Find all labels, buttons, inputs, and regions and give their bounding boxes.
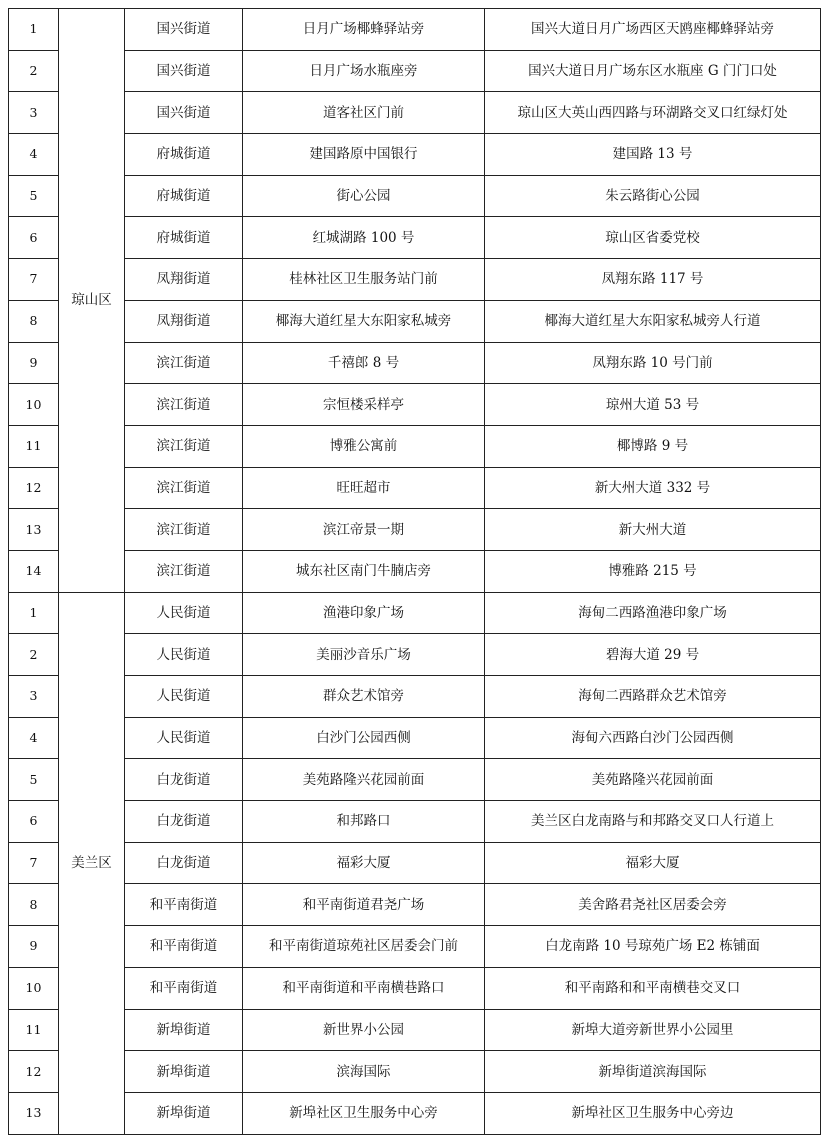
table-row	[9, 467, 821, 509]
row-number: 8	[9, 884, 59, 926]
row-number: 10	[9, 967, 59, 1009]
row-number: 12	[9, 467, 59, 509]
street-name: 府城街道	[125, 217, 243, 259]
street-name: 国兴街道	[125, 50, 243, 92]
site-name: 和平南街道琼苑社区居委会门前	[243, 926, 485, 968]
street-name: 和平南街道	[125, 967, 243, 1009]
site-address: 博雅路 215 号	[485, 550, 821, 592]
row-number: 7	[9, 842, 59, 884]
row-number: 9	[9, 342, 59, 384]
table-row	[9, 217, 821, 259]
street-name: 新埠街道	[125, 1092, 243, 1134]
row-number: 8	[9, 300, 59, 342]
table-row	[9, 717, 821, 759]
site-address: 琼山区大英山西四路与环湖路交叉口红绿灯处	[485, 92, 821, 134]
street-name: 新埠街道	[125, 1009, 243, 1051]
table-row	[9, 759, 821, 801]
site-address: 琼山区省委党校	[485, 217, 821, 259]
street-name: 滨江街道	[125, 425, 243, 467]
site-name: 椰海大道红星大东阳家私城旁	[243, 300, 485, 342]
table-row	[9, 842, 821, 884]
street-name: 府城街道	[125, 134, 243, 176]
site-address: 建国路 13 号	[485, 134, 821, 176]
site-address: 朱云路街心公园	[485, 175, 821, 217]
site-name: 福彩大厦	[243, 842, 485, 884]
table-row	[9, 1009, 821, 1051]
row-number: 6	[9, 217, 59, 259]
site-name: 群众艺术馆旁	[243, 676, 485, 718]
site-address: 和平南路和和平南横巷交叉口	[485, 967, 821, 1009]
site-address: 新埠街道滨海国际	[485, 1051, 821, 1093]
table-row	[9, 9, 821, 51]
table-body	[9, 9, 821, 1135]
street-name: 白龙街道	[125, 759, 243, 801]
street-name: 人民街道	[125, 717, 243, 759]
site-name: 新埠社区卫生服务中心旁	[243, 1092, 485, 1134]
table-row	[9, 592, 821, 634]
site-name: 道客社区门前	[243, 92, 485, 134]
site-name: 滨江帝景一期	[243, 509, 485, 551]
table-row	[9, 134, 821, 176]
table-row	[9, 1051, 821, 1093]
site-address: 美舍路君尧社区居委会旁	[485, 884, 821, 926]
table-row	[9, 967, 821, 1009]
site-name: 滨海国际	[243, 1051, 485, 1093]
site-name: 白沙门公园西侧	[243, 717, 485, 759]
site-name: 新世界小公园	[243, 1009, 485, 1051]
row-number: 10	[9, 384, 59, 426]
site-name: 城东社区南门牛腩店旁	[243, 550, 485, 592]
street-name: 白龙街道	[125, 842, 243, 884]
site-address: 凤翔东路 10 号门前	[485, 342, 821, 384]
site-name: 美丽沙音乐广场	[243, 634, 485, 676]
table-row	[9, 676, 821, 718]
site-address: 琼州大道 53 号	[485, 384, 821, 426]
row-number: 7	[9, 259, 59, 301]
table-row	[9, 92, 821, 134]
site-address: 白龙南路 10 号琼苑广场 E2 栋铺面	[485, 926, 821, 968]
site-name: 建国路原中国银行	[243, 134, 485, 176]
district-name: 美兰区	[59, 592, 125, 1134]
row-number: 2	[9, 50, 59, 92]
row-number: 4	[9, 717, 59, 759]
row-number: 1	[9, 592, 59, 634]
row-number: 5	[9, 175, 59, 217]
street-name: 人民街道	[125, 634, 243, 676]
street-name: 府城街道	[125, 175, 243, 217]
street-name: 凤翔街道	[125, 300, 243, 342]
site-name: 和平南街道和平南横巷路口	[243, 967, 485, 1009]
site-address: 国兴大道日月广场西区天鸥座椰蜂驿站旁	[485, 9, 821, 51]
row-number: 5	[9, 759, 59, 801]
site-address: 新埠大道旁新世界小公园里	[485, 1009, 821, 1051]
site-address: 海甸二西路渔港印象广场	[485, 592, 821, 634]
site-address: 新大州大道	[485, 509, 821, 551]
table-row	[9, 1092, 821, 1134]
site-name: 和邦路口	[243, 801, 485, 843]
site-address: 海甸二西路群众艺术馆旁	[485, 676, 821, 718]
site-name: 日月广场水瓶座旁	[243, 50, 485, 92]
site-name: 美苑路隆兴花园前面	[243, 759, 485, 801]
street-name: 滨江街道	[125, 467, 243, 509]
row-number: 13	[9, 509, 59, 551]
row-number: 14	[9, 550, 59, 592]
site-name: 街心公园	[243, 175, 485, 217]
sampling-sites-table	[8, 8, 820, 1135]
street-name: 滨江街道	[125, 384, 243, 426]
site-address: 凤翔东路 117 号	[485, 259, 821, 301]
row-number: 6	[9, 801, 59, 843]
site-name: 旺旺超市	[243, 467, 485, 509]
site-name: 日月广场椰蜂驿站旁	[243, 9, 485, 51]
street-name: 滨江街道	[125, 509, 243, 551]
site-address: 海甸六西路白沙门公园西侧	[485, 717, 821, 759]
site-address: 美兰区白龙南路与和邦路交叉口人行道上	[485, 801, 821, 843]
street-name: 人民街道	[125, 676, 243, 718]
row-number: 11	[9, 425, 59, 467]
site-name: 千禧郎 8 号	[243, 342, 485, 384]
site-address: 福彩大厦	[485, 842, 821, 884]
table-row	[9, 425, 821, 467]
site-address: 国兴大道日月广场东区水瓶座 G 门门口处	[485, 50, 821, 92]
site-address: 美苑路隆兴花园前面	[485, 759, 821, 801]
table-row	[9, 884, 821, 926]
street-name: 和平南街道	[125, 926, 243, 968]
street-name: 新埠街道	[125, 1051, 243, 1093]
street-name: 国兴街道	[125, 92, 243, 134]
street-name: 滨江街道	[125, 550, 243, 592]
table-row	[9, 300, 821, 342]
table-row	[9, 550, 821, 592]
table-row	[9, 509, 821, 551]
table-row	[9, 175, 821, 217]
table-row	[9, 801, 821, 843]
row-number: 11	[9, 1009, 59, 1051]
table-row	[9, 634, 821, 676]
table-row	[9, 259, 821, 301]
site-name: 红城湖路 100 号	[243, 217, 485, 259]
site-address: 椰博路 9 号	[485, 425, 821, 467]
row-number: 13	[9, 1092, 59, 1134]
row-number: 3	[9, 92, 59, 134]
sites-table	[8, 8, 821, 1135]
street-name: 滨江街道	[125, 342, 243, 384]
table-row	[9, 926, 821, 968]
row-number: 12	[9, 1051, 59, 1093]
site-address: 椰海大道红星大东阳家私城旁人行道	[485, 300, 821, 342]
table-row	[9, 384, 821, 426]
site-address: 新埠社区卫生服务中心旁边	[485, 1092, 821, 1134]
street-name: 白龙街道	[125, 801, 243, 843]
street-name: 和平南街道	[125, 884, 243, 926]
site-name: 和平南街道君尧广场	[243, 884, 485, 926]
row-number: 2	[9, 634, 59, 676]
district-name: 琼山区	[59, 9, 125, 593]
site-name: 宗恒楼采样亭	[243, 384, 485, 426]
row-number: 3	[9, 676, 59, 718]
row-number: 1	[9, 9, 59, 51]
site-address: 碧海大道 29 号	[485, 634, 821, 676]
row-number: 4	[9, 134, 59, 176]
table-row	[9, 342, 821, 384]
site-name: 桂林社区卫生服务站门前	[243, 259, 485, 301]
site-name: 渔港印象广场	[243, 592, 485, 634]
street-name: 国兴街道	[125, 9, 243, 51]
table-row	[9, 50, 821, 92]
street-name: 人民街道	[125, 592, 243, 634]
row-number: 9	[9, 926, 59, 968]
street-name: 凤翔街道	[125, 259, 243, 301]
site-name: 博雅公寓前	[243, 425, 485, 467]
site-address: 新大州大道 332 号	[485, 467, 821, 509]
